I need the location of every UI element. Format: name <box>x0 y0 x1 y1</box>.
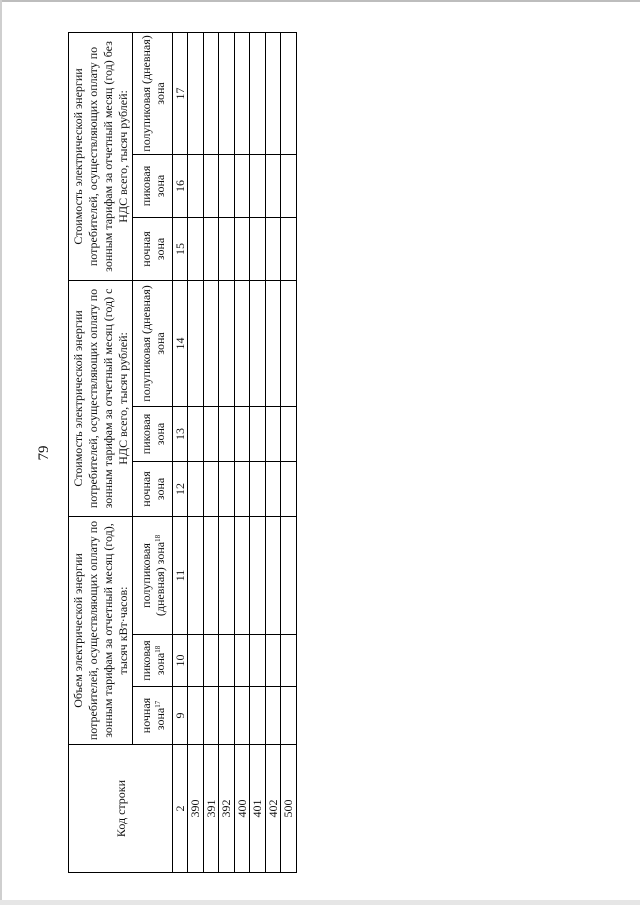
cell <box>265 217 281 280</box>
cell <box>234 154 250 217</box>
header-group-volume: Объем электрической энергии потребителей, осуществляющих оплату по зонным тарифам за отчетный месяц (год), тысяч кВт·часов: <box>69 516 133 744</box>
cell <box>281 280 297 406</box>
cell <box>234 406 250 461</box>
cell <box>265 32 281 154</box>
cell <box>219 516 235 634</box>
cell <box>188 635 204 687</box>
header-group-cost-vat: Стоимость электрической энергии потребителей, осуществляющих оплату по зонным тарифам за отчетный месяц (год) с НДС всего, тысяч рублей: <box>69 280 133 516</box>
cell <box>203 32 219 154</box>
cell <box>250 687 266 745</box>
cell <box>219 32 235 154</box>
row-code: 500 <box>281 745 297 873</box>
cell <box>265 461 281 516</box>
cell <box>219 217 235 280</box>
table-row <box>234 32 250 872</box>
header-kod-stroki: Код строки <box>69 745 173 873</box>
cell <box>219 461 235 516</box>
header-zone-peak-1: пиковая зона$^{18}$ <box>133 635 173 687</box>
table-row <box>219 32 235 872</box>
cell <box>234 516 250 634</box>
header-zone-peak-3: пиковая зона <box>133 154 173 217</box>
row-code: 392 <box>219 745 235 873</box>
cell <box>203 635 219 687</box>
cell <box>219 154 235 217</box>
header-zone-half-3: полупиковая (дневная) зона <box>133 32 173 154</box>
cell <box>234 217 250 280</box>
cell <box>219 687 235 745</box>
row-code: 390 <box>188 745 204 873</box>
cell <box>250 516 266 634</box>
cell <box>281 217 297 280</box>
cell <box>203 461 219 516</box>
cell <box>188 687 204 745</box>
header-zone-night-3: ночная зона <box>133 217 173 280</box>
table-row <box>250 32 266 872</box>
cell <box>234 635 250 687</box>
cell <box>281 32 297 154</box>
cell <box>188 406 204 461</box>
cell <box>203 217 219 280</box>
cell <box>250 280 266 406</box>
cell <box>203 154 219 217</box>
col-number: 10 <box>173 635 188 687</box>
table-row <box>203 32 219 872</box>
cell <box>250 635 266 687</box>
cell <box>219 280 235 406</box>
row-code: 391 <box>203 745 219 873</box>
col-number: 16 <box>173 154 188 217</box>
header-row-groups <box>69 32 133 872</box>
header-zone-half-2: полупиковая (дневная) зона <box>133 280 173 406</box>
cell <box>234 461 250 516</box>
header-group-cost-no-vat: Стоимость электрической энергии потребителей, осуществляющих оплату по зонным тарифам за отчетный месяц (год) без НДС всего, тысяч рублей: <box>69 32 133 280</box>
row-code: 402 <box>265 745 281 873</box>
cell <box>250 32 266 154</box>
rotated-page <box>34 33 304 873</box>
cell <box>234 32 250 154</box>
cell <box>188 217 204 280</box>
scan-edge-bottom <box>0 900 640 905</box>
tariff-zone-table <box>68 32 297 873</box>
cell <box>203 406 219 461</box>
scan-edge-left <box>0 0 2 905</box>
cell <box>281 154 297 217</box>
col-number: 9 <box>173 687 188 745</box>
cell <box>265 687 281 745</box>
cell <box>188 516 204 634</box>
col-number: 14 <box>173 280 188 406</box>
cell <box>281 406 297 461</box>
cell <box>203 280 219 406</box>
scan-edge-top <box>0 0 640 2</box>
header-zone-half-1: полупиковая (дневная) зона$^{18}$ <box>133 516 173 634</box>
cell <box>250 461 266 516</box>
cell <box>281 635 297 687</box>
cell <box>265 516 281 634</box>
cell <box>188 461 204 516</box>
cell <box>250 217 266 280</box>
table-row <box>188 32 204 872</box>
col-number: 15 <box>173 217 188 280</box>
cell <box>265 406 281 461</box>
cell <box>281 461 297 516</box>
header-zone-night-2: ночная зона <box>133 461 173 516</box>
col-number: 13 <box>173 406 188 461</box>
cell <box>188 280 204 406</box>
cell <box>234 687 250 745</box>
cell <box>250 154 266 217</box>
col-number: 12 <box>173 461 188 516</box>
header-row-column-numbers <box>173 32 188 872</box>
header-zone-night-1: ночная зона$^{17}$ <box>133 687 173 745</box>
col-number: 17 <box>173 32 188 154</box>
row-code: 400 <box>234 745 250 873</box>
cell <box>265 280 281 406</box>
page-number: 79 <box>36 445 52 461</box>
cell <box>281 516 297 634</box>
cell <box>219 635 235 687</box>
cell <box>188 32 204 154</box>
cell <box>219 406 235 461</box>
col-number: 11 <box>173 516 188 634</box>
row-code: 401 <box>250 745 266 873</box>
header-zone-peak-2: пиковая зона <box>133 406 173 461</box>
cell <box>281 687 297 745</box>
cell <box>265 635 281 687</box>
cell <box>265 154 281 217</box>
cell <box>203 687 219 745</box>
cell <box>188 154 204 217</box>
cell <box>203 516 219 634</box>
table-row <box>281 32 297 872</box>
cell <box>250 406 266 461</box>
col-number: 2 <box>173 745 188 873</box>
table-row <box>265 32 281 872</box>
cell <box>234 280 250 406</box>
